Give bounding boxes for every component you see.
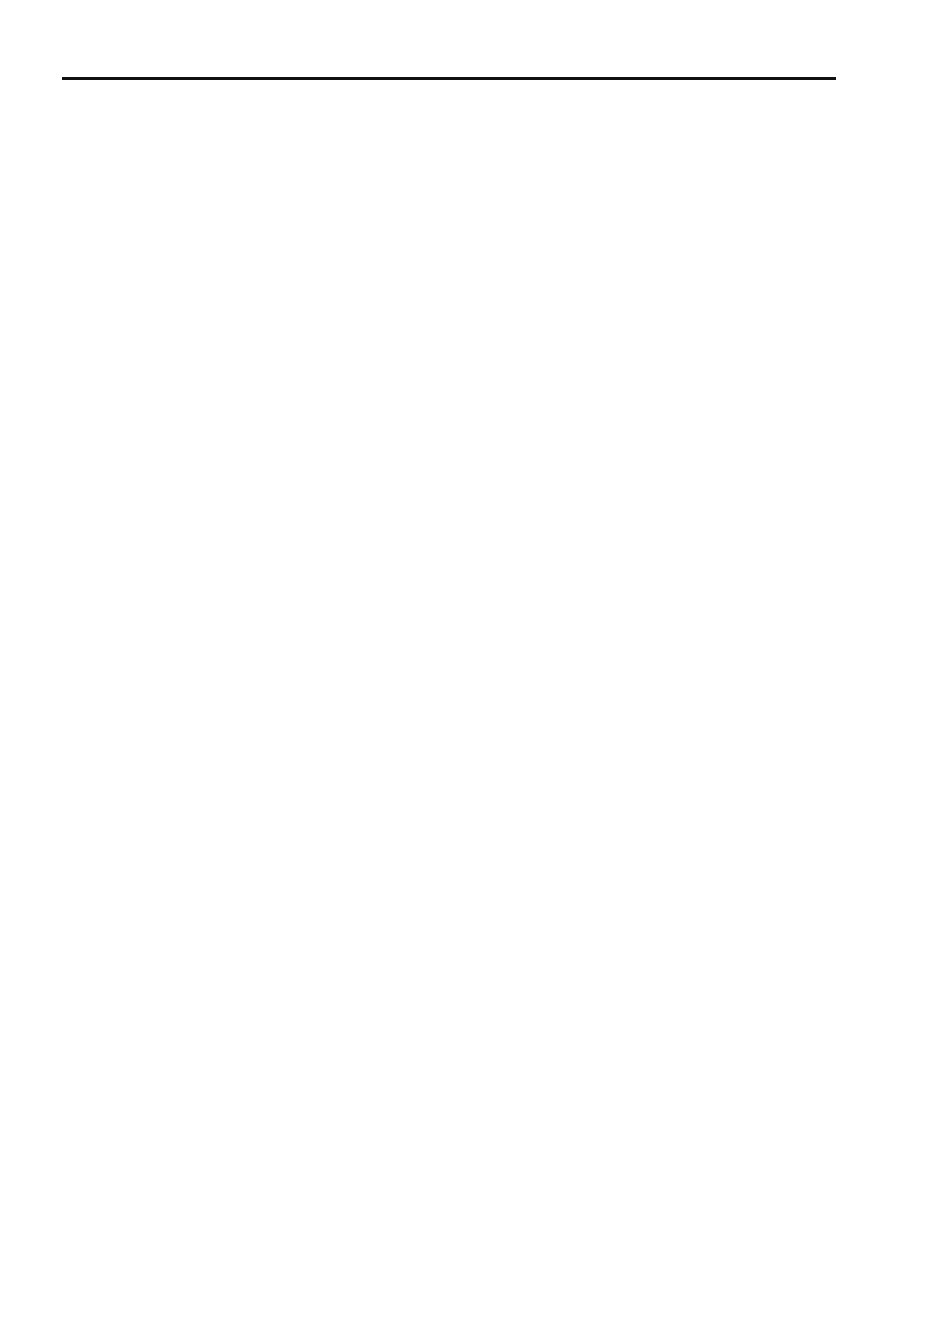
title-rule	[62, 77, 836, 80]
